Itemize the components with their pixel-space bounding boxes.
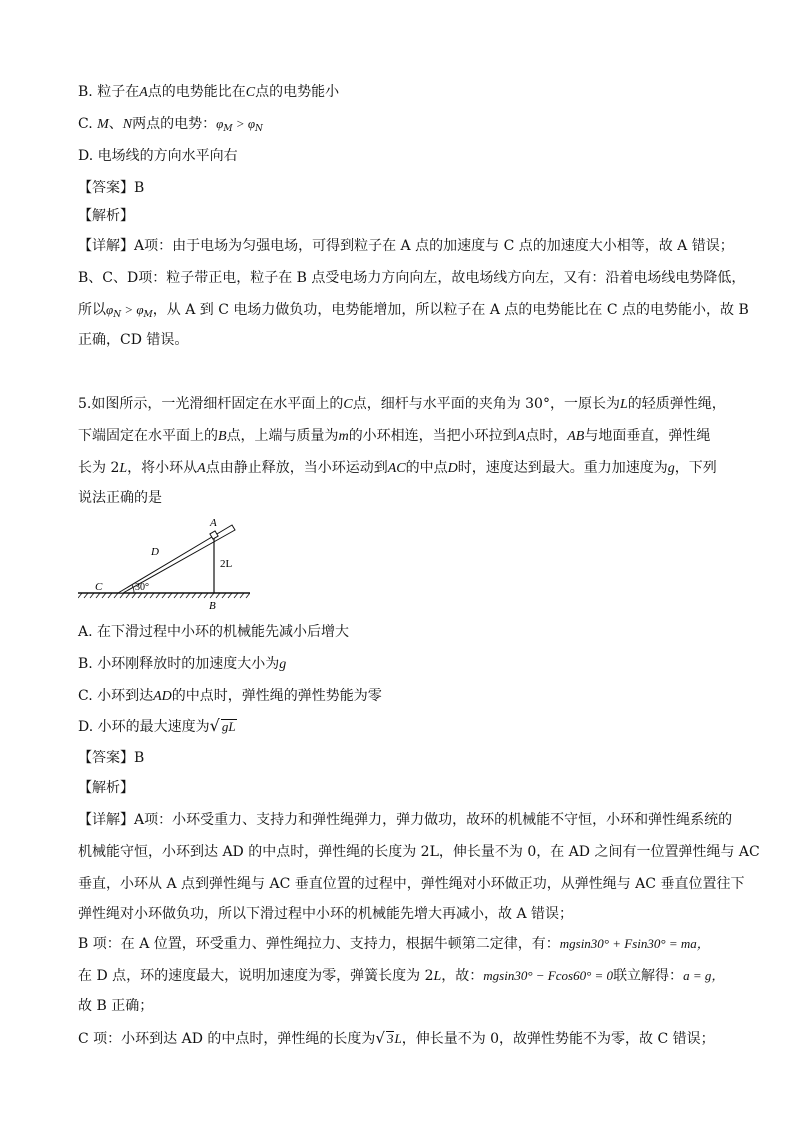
detail-line-1: 【详解】A项：由于电场为匀强电场，可得到粒子在 A 点的加速度与 C 点的加速度大小相等，故 A 错误； [78, 238, 734, 254]
q5-stem-line-3: 长为 2L，将小环从A点由静止释放，当小环运动到AC的中点D时，速度达到最大。重力加速度为g，下列 [78, 460, 717, 476]
analysis-heading-5: 【解析】 [78, 780, 134, 796]
label-d: D [151, 546, 159, 558]
explanation-line-7: 故 B 正确； [78, 998, 154, 1014]
answer-prev: 【答案】B [78, 180, 145, 196]
label-c: C [95, 581, 103, 593]
explanation-line-1: 【详解】A项：小环受重力、支持力和弹性绳弹力，弹力做功，故环的机械能不守恒，小环和弹性绳系统的 [78, 812, 733, 828]
detail-line-3: 所以$\varphi_N > \varphi_M$，从 A 到 C 电场力做负功，电势能增加，所以粒子在 A 点的电势能比在 C 点的电势能小，故 B [78, 302, 749, 320]
option-b-prev: B. 粒子在A点的电势能比在C点的电势能小 [78, 84, 340, 100]
q5-stem-line-2: 下端固定在水平面上的B点，上端与质量为m的小环相连，当把小环拉到A点时，AB与地面垂直，弹性绳 [78, 428, 711, 444]
explanation-line-2: 机械能守恒，小环到达 AD 的中点时，弹性绳的长度为 2L，伸长量不为 0，在 AD 之间有一位置弹性绳与 AC [78, 844, 760, 860]
explanation-line-4: 弹性绳对小环做负功，所以下滑过程中小环的机械能先增大再减小，故 A 错误； [78, 906, 574, 922]
explanation-line-6: 在 D 点，环的速度最大，说明加速度为零，弹簧长度为 2L，故：mgsin30° − Fcos60° = 0联立解得：a = g， [78, 968, 725, 984]
analysis-heading-prev: 【解析】 [78, 208, 134, 224]
option-d-prev: D. 电场线的方向水平向右 [78, 148, 238, 164]
explanation-line-5: B 项：在 A 位置，环受重力、弹性绳拉力、支持力，根据牛顿第二定律，有：mgsin30° + Fsin30° = ma， [78, 936, 710, 952]
label-b: B [209, 600, 216, 612]
incline-figure [78, 514, 250, 614]
q5-stem-line-4: 说法正确的是 [78, 490, 162, 506]
answer-5: 【答案】B [78, 750, 145, 766]
option-c-prev: C. M、N两点的电势：$\varphi_M > \varphi_N$ [78, 116, 263, 134]
q5-option-a: A. 在下滑过程中小环的机械能先减小后增大 [78, 624, 350, 640]
q5-stem-line-1: 5.如图所示，一光滑细杆固定在水平面上的C点，细杆与水平面的夹角为 30°，一原长为L的轻质弹性绳， [78, 396, 726, 412]
q5-option-b: B. 小环刚释放时的加速度大小为g [78, 656, 287, 672]
explanation-line-8: C 项：小环到达 AD 的中点时，弹性绳的长度为√ 3L，伸长量不为 0，故弹性势能不为零，故 C 错误； [78, 1029, 715, 1047]
detail-line-4: 正确，CD 错误。 [78, 332, 189, 348]
q5-option-d: D. 小环的最大速度为√ gL [78, 716, 236, 735]
q5-option-c: C. 小环到达AD的中点时，弹性绳的弹性势能为零 [78, 688, 382, 704]
detail-line-2: B、C、D项：粒子带正电，粒子在 B 点受电场力方向向左，故电场线方向左，又有：沿着电场线电势降低， [78, 270, 746, 286]
explanation-line-3: 垂直，小环从 A 点到弹性绳与 AC 垂直位置的过程中，弹性绳对小环做正功，从弹性绳与 AC 垂直位置往下 [78, 876, 745, 892]
label-a: A [210, 517, 217, 529]
label-2l: 2L [220, 558, 233, 570]
label-angle: 30° [135, 582, 149, 593]
